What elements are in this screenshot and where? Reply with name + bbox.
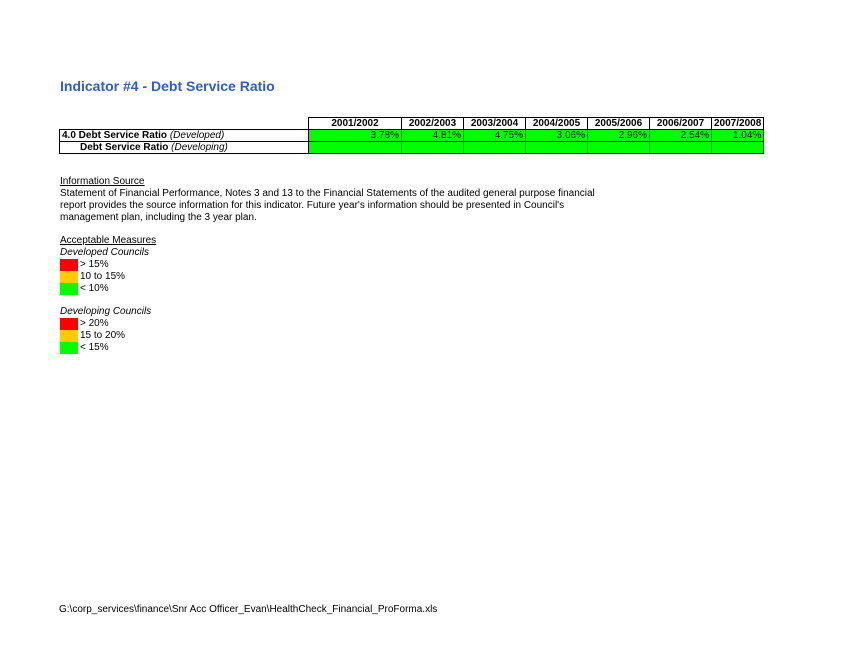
year-header: 2002/2003 xyxy=(402,118,464,130)
value-cell: 2.54% xyxy=(650,130,712,142)
table-row-developed xyxy=(60,130,764,142)
green-swatch xyxy=(60,283,78,295)
legend-item xyxy=(60,283,156,295)
row-label xyxy=(60,142,309,154)
value-cell xyxy=(650,142,712,154)
red-swatch xyxy=(60,259,78,271)
info-source-line: report provides the source information for this indicator. Future year's information should be presented in Council's xyxy=(60,200,565,211)
value-cell: 4.75% xyxy=(464,130,526,142)
red-swatch xyxy=(60,318,78,330)
header-blank-cell xyxy=(60,118,309,130)
info-source-line: Statement of Financial Performance, Notes 3 and 13 to the Financial Statements of the audited general purpose financial xyxy=(60,188,595,199)
value-cell xyxy=(402,142,464,154)
value-cell xyxy=(588,142,650,154)
legend-text: < 15% xyxy=(80,342,109,353)
value-cell: 3.06% xyxy=(526,130,588,142)
debt-service-ratio-table xyxy=(59,117,764,154)
value-cell: 1.04% xyxy=(712,130,764,142)
row-label-text: 4.0 Debt Service Ratio xyxy=(62,130,168,141)
value-cell xyxy=(309,142,402,154)
legend-item xyxy=(60,330,156,342)
legend-item xyxy=(60,259,156,271)
row-label-text: Debt Service Ratio xyxy=(80,142,169,153)
info-source-heading: Information Source xyxy=(60,176,145,187)
year-header: 2001/2002 xyxy=(309,118,402,130)
legend-text: > 15% xyxy=(80,259,109,270)
legend-item xyxy=(60,271,156,283)
row-sublabel: (Developing) xyxy=(171,142,228,153)
year-header: 2007/2008 xyxy=(712,118,764,130)
value-cell xyxy=(526,142,588,154)
legend-item xyxy=(60,318,156,330)
row-sublabel: (Developed) xyxy=(169,130,225,141)
developed-councils-label: Developed Councils xyxy=(60,247,149,258)
value-cell: 4.81% xyxy=(402,130,464,142)
table-row-developing xyxy=(60,142,764,154)
info-source-line: management plan, including the 3 year plan. xyxy=(60,212,257,223)
year-header: 2005/2006 xyxy=(588,118,650,130)
value-cell xyxy=(464,142,526,154)
acceptable-measures xyxy=(60,235,156,354)
legend-text: 15 to 20% xyxy=(80,330,126,341)
page-title: Indicator #4 - Debt Service Ratio xyxy=(60,78,275,94)
value-cell: 2.96% xyxy=(588,130,650,142)
legend-item xyxy=(60,342,156,354)
legend-text: 10 to 15% xyxy=(80,271,126,282)
legend-text: < 10% xyxy=(80,283,109,294)
amber-swatch xyxy=(60,271,78,283)
year-header: 2006/2007 xyxy=(650,118,712,130)
amber-swatch xyxy=(60,330,78,342)
spacer xyxy=(60,295,156,306)
acceptable-measures-heading: Acceptable Measures xyxy=(60,235,157,246)
value-cell xyxy=(712,142,764,154)
legend-text: > 20% xyxy=(80,318,109,329)
developing-councils-label: Developing Councils xyxy=(60,306,152,317)
value-cell: 3.78% xyxy=(309,130,402,142)
year-header: 2004/2005 xyxy=(526,118,588,130)
row-label xyxy=(60,130,309,142)
table-header-row xyxy=(60,118,764,130)
green-swatch xyxy=(60,342,78,354)
information-source xyxy=(60,176,595,224)
file-path-footer: G:\corp_services\finance\Snr Acc Officer_Evan\HealthCheck_Financial_ProForma.xls xyxy=(59,604,438,615)
year-header: 2003/2004 xyxy=(464,118,526,130)
